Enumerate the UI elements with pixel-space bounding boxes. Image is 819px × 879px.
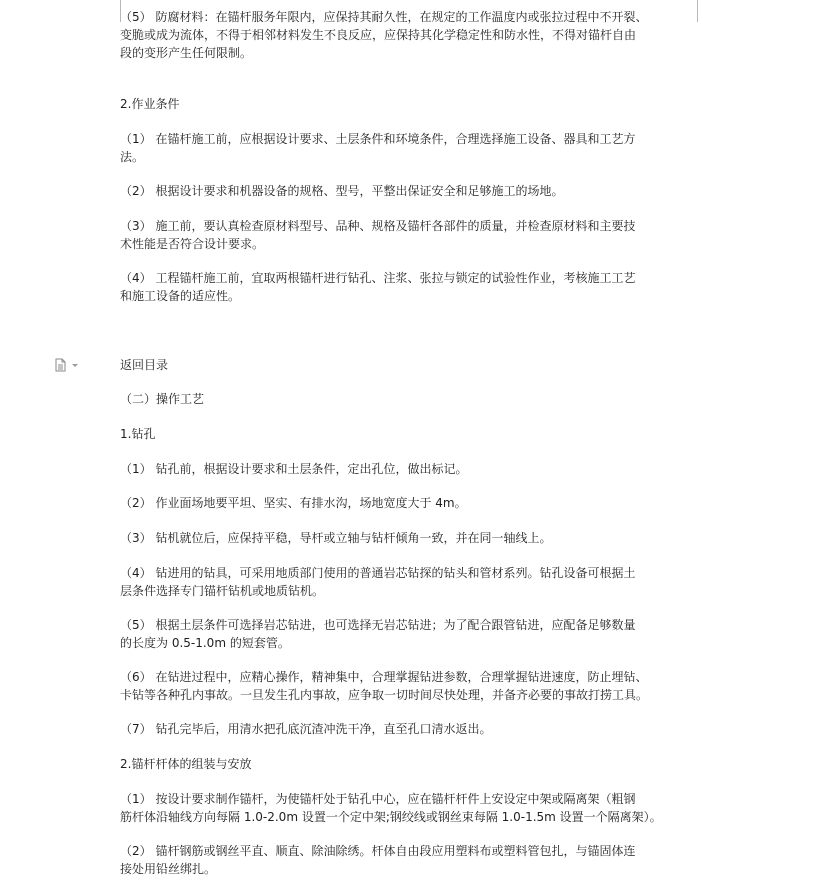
paragraph-drilling-1 (120, 460, 698, 478)
paragraph-drilling-4 (120, 564, 698, 600)
heading-operation-process (120, 390, 698, 408)
text-line: 1.钻孔 (120, 427, 156, 441)
text-line: 的长度为 0.5-1.0m 的短套管。 (120, 636, 290, 650)
paragraph-drilling-7 (120, 720, 698, 738)
text-line: 卡钻等各种孔内事故。一旦发生孔内事故，应争取一切时间尽快处理，并备齐必要的事故打捞工具。 (120, 688, 649, 702)
text-line: 段的变形产生任何限制。 (120, 46, 253, 60)
text-line: （3） 施工前，要认真检查原材料型号、品种、规格及锚杆各部件的质量，并检查原材料和主要技 (120, 219, 636, 233)
paragraph-condition-2 (120, 182, 698, 200)
text-line: （5） 防腐材料：在锚杆服务年限内，应保持其耐久性，在规定的工作温度内或张拉过程中不开裂、 (120, 10, 648, 24)
text-line: 返回目录 (120, 358, 169, 372)
text-line: 术性能是否符合设计要求。 (120, 237, 265, 251)
chevron-down-icon (72, 364, 78, 367)
text-line: （1） 按设计要求制作锚杆，为使锚杆处于钻孔中心，应在锚杆杆件上安设定中架或隔离架（粗钢 (120, 792, 636, 806)
text-line: （5） 根据土层条件可选择岩芯钻进，也可选择无岩芯钻进；为了配合跟管钻进，应配备足够数量 (120, 618, 636, 632)
text-line: （1） 在锚杆施工前，应根据设计要求、土层条件和环境条件，合理选择施工设备、器具和工艺方 (120, 132, 636, 146)
return-to-toc-link[interactable] (120, 356, 698, 374)
text-line: 层条件选择专门锚杆钻机或地质钻机。 (120, 584, 325, 598)
text-line: 变脆或成为流体，不得于相邻材料发生不良反应，应保持其化学稳定性和防水性，不得对锚杆自由 (120, 28, 637, 42)
text-line: （4） 钻进用的钻具，可采用地质部门使用的普通岩芯钻探的钻头和管材系列。钻孔设备可根据土 (120, 566, 636, 580)
text-line: （7） 钻孔完毕后，用清水把孔底沉渣冲洗干净，直至孔口清水返出。 (120, 722, 492, 736)
text-line: （2） 锚杆钢筋或钢丝平直、顺直、除油除绣。杆体自由段应用塑料布或塑料管包扎，与锚固体连 (120, 844, 636, 858)
text-line: （4） 工程锚杆施工前，宜取两根锚杆进行钻孔、注浆、张拉与锁定的试验性作业，考核施工工艺 (120, 271, 636, 285)
text-line: （3） 钻机就位后，应保持平稳，导杆或立轴与钻杆倾角一致，并在同一轴线上。 (120, 531, 552, 545)
text-line: 筋杆体沿轴线方向每隔 1.0-2.0m 设置一个定中架;钢绞线或钢丝束每隔 1.0-1.5m 设置一个隔离架）。 (120, 810, 662, 824)
text-line: （6） 在钻进过程中，应精心操作，精神集中，合理掌握钻进参数，合理掌握钻进速度，防止埋钻、 (120, 670, 648, 684)
text-line: 2.作业条件 (120, 97, 180, 111)
paragraph-drilling-6 (120, 668, 698, 704)
text-line: 和施工设备的适应性。 (120, 289, 241, 303)
heading-work-conditions (120, 95, 698, 113)
paragraph-assembly-1 (120, 790, 698, 826)
text-line: 接处用铅丝绑扎。 (120, 862, 217, 876)
paragraph-drilling-5 (120, 616, 698, 652)
page-corner-mark-left (98, 0, 121, 22)
heading-anchor-assembly (120, 755, 698, 773)
heading-drilling (120, 425, 698, 443)
paragraph-drilling-3 (120, 529, 698, 547)
paragraph-condition-3 (120, 217, 698, 253)
text-line: （1） 钻孔前，根据设计要求和土层条件，定出孔位，做出标记。 (120, 462, 468, 476)
paragraph-anticorrosion (120, 8, 698, 62)
paragraph-assembly-2 (120, 842, 698, 878)
text-line: （二）操作工艺 (120, 392, 205, 406)
text-line: （2） 作业面场地要平坦、坚实、有排水沟，场地宽度大于 4m。 (120, 496, 467, 510)
paragraph-drilling-2 (120, 494, 698, 512)
text-line: （2） 根据设计要求和机器设备的规格、型号，平整出保证安全和足够施工的场地。 (120, 184, 564, 198)
text-line: 2.锚杆杆体的组装与安放 (120, 757, 252, 771)
paragraph-condition-1 (120, 130, 698, 166)
page-corner-mark-right (697, 0, 720, 22)
text-line: 法。 (120, 150, 145, 164)
paragraph-menu-button[interactable] (55, 357, 81, 371)
document-icon (55, 358, 81, 372)
paragraph-condition-4 (120, 269, 698, 305)
